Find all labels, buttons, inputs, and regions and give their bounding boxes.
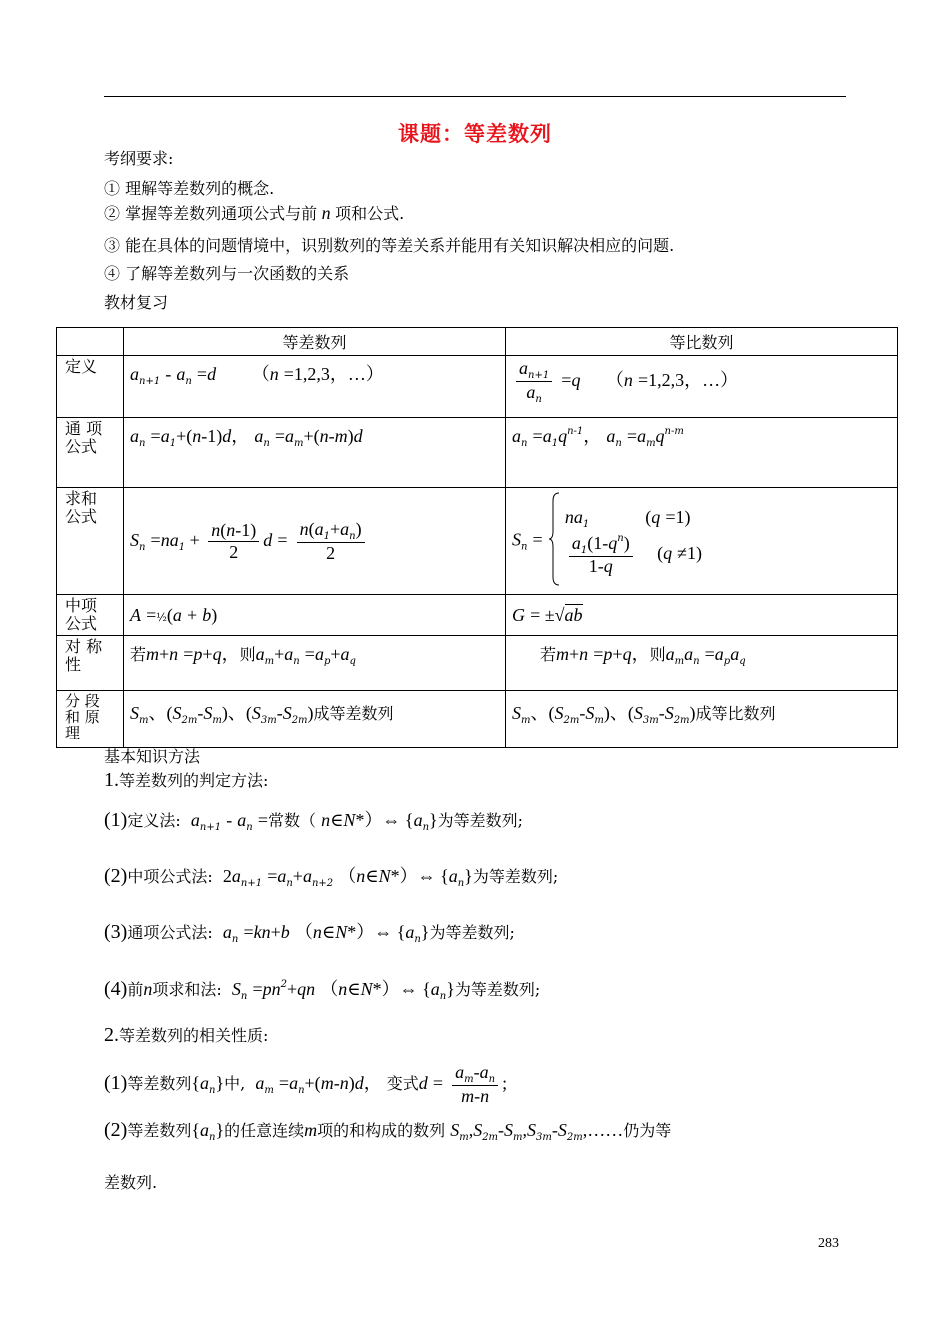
cell-geo-sum: $S_n$ = $na_1$ (q =1) $\frac{a_1(1-q^n)}{1-q}$ (q ≠1)	[506, 488, 898, 595]
section-2-heading: 2.等差数列的相关性质:	[104, 1024, 269, 1046]
comparison-table	[56, 327, 898, 748]
table-corner	[57, 328, 124, 356]
row-label: 中项 公式	[57, 595, 124, 636]
table-row	[57, 328, 898, 356]
cell-arith-def: $a_{n+1} - a_n =d$ （n =1,2,3，…）	[124, 356, 506, 418]
table-row	[57, 691, 898, 748]
cell-arith-mid: A =½(a + b)	[124, 595, 506, 636]
requirements-heading: 考纲要求:	[104, 149, 174, 168]
page-title: 课题：等差数列	[398, 122, 552, 146]
review-heading: 教材复习	[104, 293, 169, 312]
cell-geo-def: $\frac{a_{n+1}}{a_n}$ =q （n =1,2,3，…）	[506, 356, 898, 418]
row-label: 对 称 性	[57, 636, 124, 691]
methods-heading: 基本知识方法	[104, 747, 201, 766]
table-row	[57, 356, 898, 418]
row-label: 求和 公式	[57, 488, 124, 595]
row-label: 定义	[57, 356, 124, 418]
table-row	[57, 488, 898, 595]
row-label: 通 项 公式	[57, 418, 124, 488]
requirement-item-2: ② 掌握等差数列通项公式与前 n 项和公式.	[104, 203, 405, 223]
header-geo: 等比数列	[506, 328, 898, 356]
page-number: 283	[818, 1236, 839, 1251]
cell-arith-sum: $S_n =na_1$ + $\frac{n(n-1)}{2}$ d = $\frac{n(a_1+a_n)}{2}$	[124, 488, 506, 595]
row-label: 分 段 和 原 理	[57, 691, 124, 748]
method-middle: (2)中项公式法: $2a_{n+1} =a_n+a_{n+2}$ （n∈N*）⇔ $\{a_n\}$为等差数列;	[104, 865, 559, 889]
method-definition: (1)定义法: $a_{n+1} - a_n$ =常数（ n∈N*）⇔ $\{a_n\}$为等差数列;	[104, 809, 524, 833]
property-2-cont: 差数列.	[104, 1173, 158, 1192]
cell-geo-sym: 若m+n =p+q，则$a_ma_n =a_pa_q$	[506, 636, 898, 691]
header-arith: 等差数列	[124, 328, 506, 356]
left-brace-icon	[548, 491, 560, 587]
property-2: (2)等差数列$\{a_n\}$的任意连续m项的和构成的数列 $S_m,S_{2m}-S_m,S_{3m}-S_{2m},\dots\dots$仍为等	[104, 1119, 672, 1143]
method-general: (3)通项公式法: $a_n =kn+b$ （n∈N*）⇔ $\{a_n\}$为等差数列;	[104, 921, 515, 945]
requirement-item-3: ③ 能在具体的问题情境中，识别数列的等差关系并能用有关知识解决相应的问题.	[104, 236, 675, 255]
top-rule	[104, 96, 846, 97]
cell-arith-seg: $S_m$、$(S_{2m}-S_m)$、$(S_{3m}-S_{2m})$成等差数列	[124, 691, 506, 748]
table-row	[57, 636, 898, 691]
table-row	[57, 418, 898, 488]
cell-geo-mid: G = ±√ab	[506, 595, 898, 636]
cell-geo-general: $a_n =a_1q^{n-1}$， $a_n =a_mq^{n-m}$	[506, 418, 898, 488]
method-sum: (4)前n项求和法: $S_n =pn^2+qn$ （n∈N*）⇔ $\{a_n\}$为等差数列;	[104, 978, 541, 1002]
section-1-heading: 1.等差数列的判定方法:	[104, 769, 269, 791]
requirement-item-1: ① 理解等差数列的概念.	[104, 179, 275, 198]
cell-arith-sym: 若m+n =p+q，则$a_m+a_n =a_p+a_q$	[124, 636, 506, 691]
cell-arith-general: $a_n =a_1+(n-1)d$， $a_n =a_m+(n-m)d$	[124, 418, 506, 488]
property-1: (1)等差数列$\{a_n\}$中, $a_m =a_n+(m-n)d$， 变式d = $\frac{a_m-a_n}{m-n}$ ;	[104, 1062, 508, 1106]
cell-geo-seg: $S_m$、$(S_{2m}-S_m)$、$(S_{3m}-S_{2m})$成等比数列	[506, 691, 898, 748]
table-row	[57, 595, 898, 636]
requirement-item-4: ④ 了解等差数列与一次函数的关系	[104, 264, 350, 283]
